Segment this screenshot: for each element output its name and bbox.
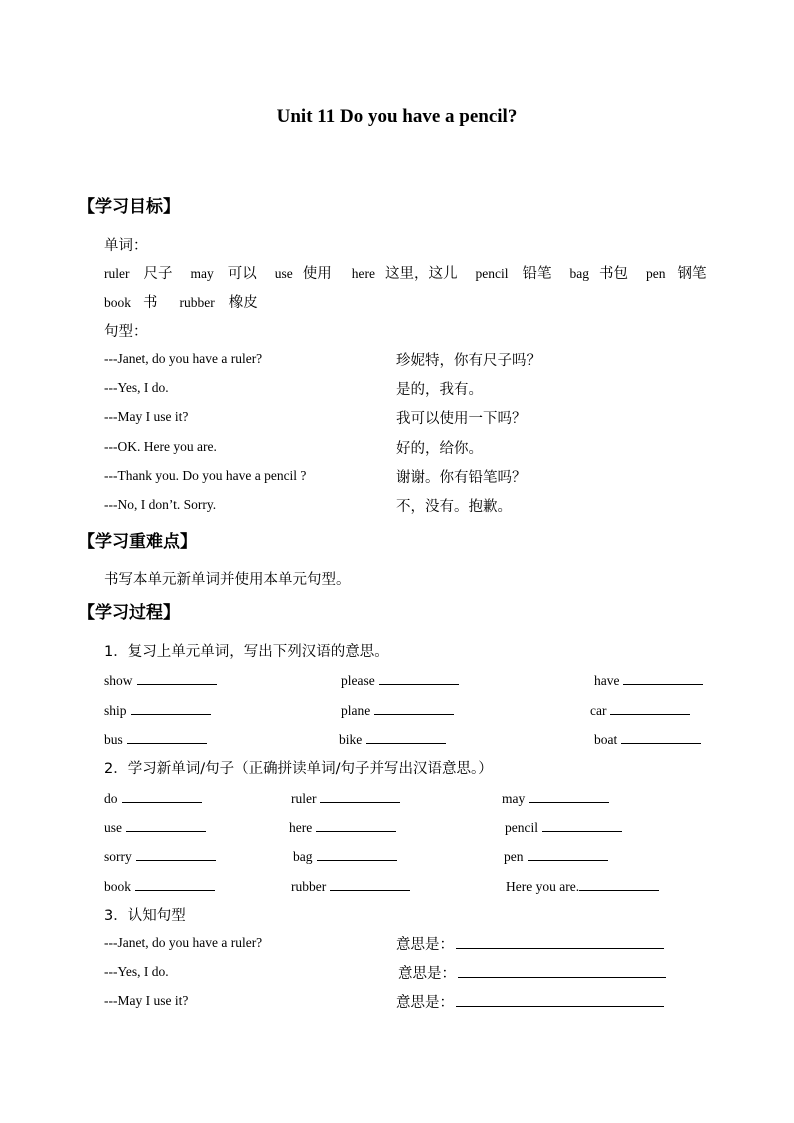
q3-sentence: ---Janet, do you have a ruler?	[104, 935, 263, 950]
word-en: book	[104, 295, 131, 310]
word-cn: 书	[143, 295, 158, 311]
q2-word: bag	[293, 849, 313, 864]
q2-item	[104, 878, 215, 895]
sentence-en: ---OK. Here you are.	[104, 439, 217, 454]
word-en: may	[190, 266, 214, 281]
q2-word: book	[104, 879, 131, 894]
q2-item	[291, 878, 410, 895]
q1-item	[590, 702, 690, 719]
sentence-cn: 我可以使用一下吗？	[396, 411, 527, 427]
q3-meaning	[398, 962, 666, 983]
answer-blank[interactable]	[579, 878, 659, 891]
words-label: 单词：	[104, 238, 148, 254]
words-line-1	[104, 262, 706, 283]
word-en: pen	[645, 266, 666, 281]
answer-blank[interactable]	[126, 819, 206, 832]
word-cn: 尺子	[143, 266, 173, 282]
q2-title: 2．学习新单词/句子（正确拼读单词/句子并写出汉语意思。）	[104, 761, 493, 777]
sentence-en: ---Yes, I do.	[104, 380, 169, 395]
q1-item	[341, 702, 454, 719]
q1-item	[341, 672, 459, 689]
word-cn: 可以	[227, 266, 257, 282]
q1-item	[339, 731, 446, 748]
answer-blank[interactable]	[458, 965, 666, 978]
q2-word: ruler	[291, 791, 317, 806]
answer-blank[interactable]	[623, 672, 703, 685]
q1-word: bike	[339, 732, 363, 747]
answer-blank[interactable]	[137, 672, 217, 685]
q2-item	[104, 848, 216, 865]
sentence-en: ---May I use it?	[104, 409, 189, 424]
q2-word: here	[289, 820, 313, 835]
answer-blank[interactable]	[374, 702, 454, 715]
answer-blank[interactable]	[316, 819, 396, 832]
answer-blank[interactable]	[317, 848, 397, 861]
answer-blank[interactable]	[320, 790, 400, 803]
word-en: rubber	[179, 295, 215, 310]
q3-meaning	[396, 933, 664, 954]
sentence-cn: 是的，我有。	[396, 382, 483, 398]
word-en: bag	[569, 266, 589, 281]
q2-item	[506, 878, 659, 895]
answer-blank[interactable]	[379, 672, 459, 685]
sentence-cn: 谢谢。你有铅笔吗？	[396, 470, 527, 486]
q1-title: 1．复习上单元单词，写出下列汉语的意思。	[104, 644, 389, 660]
q2-word: do	[104, 791, 118, 806]
q1-item	[594, 731, 701, 748]
q1-item	[104, 702, 211, 719]
answer-blank[interactable]	[621, 731, 701, 744]
goals-heading: 【学习目标】	[78, 197, 180, 217]
answer-blank[interactable]	[366, 731, 446, 744]
q1-item	[594, 672, 703, 689]
answer-blank[interactable]	[456, 936, 664, 949]
q3-title: 3．认知句型	[104, 908, 186, 924]
word-en: ruler	[104, 266, 130, 281]
q2-item	[505, 819, 622, 836]
key-points-text: 书写本单元新单词并使用本单元句型。	[104, 572, 351, 588]
q2-word: may	[502, 791, 526, 806]
q2-item	[289, 819, 396, 836]
q2-item	[104, 790, 202, 807]
q2-item	[291, 790, 400, 807]
key-points-heading: 【学习重难点】	[78, 532, 197, 552]
q2-word: sorry	[104, 849, 132, 864]
q1-word: bus	[104, 732, 123, 747]
meaning-label: 意思是：	[398, 966, 456, 982]
word-cn: 书包	[598, 266, 628, 282]
q1-word: ship	[104, 703, 127, 718]
q2-word: use	[104, 820, 122, 835]
meaning-label: 意思是：	[396, 995, 454, 1011]
answer-blank[interactable]	[122, 790, 202, 803]
sentence-cn: 好的，给你。	[396, 441, 483, 457]
q3-sentence: ---May I use it?	[104, 993, 189, 1008]
page-title: Unit 11 Do you have a pencil?	[276, 106, 518, 127]
q2-word: pencil	[505, 820, 538, 835]
word-cn: 使用	[302, 266, 332, 282]
word-en: use	[274, 266, 293, 281]
q2-word: pen	[504, 849, 524, 864]
sentence-cn: 珍妮特，你有尺子吗？	[396, 353, 541, 369]
q1-word: car	[590, 703, 607, 718]
answer-blank[interactable]	[135, 878, 215, 891]
words-line-2	[104, 291, 258, 312]
sentence-en: ---No, I don’t. Sorry.	[104, 497, 217, 512]
meaning-label: 意思是：	[396, 937, 454, 953]
word-cn: 橡皮	[228, 295, 258, 311]
q1-word: show	[104, 673, 133, 688]
answer-blank[interactable]	[330, 878, 410, 891]
word-en: pencil	[475, 266, 509, 281]
q1-word: boat	[594, 732, 618, 747]
q2-item	[502, 790, 609, 807]
process-heading: 【学习过程】	[78, 603, 180, 623]
q2-item	[104, 819, 206, 836]
q2-item	[504, 848, 608, 865]
sentence-en: ---Janet, do you have a ruler?	[104, 351, 263, 366]
word-en: here	[351, 266, 375, 281]
q2-item	[293, 848, 397, 865]
q3-sentence: ---Yes, I do.	[104, 964, 169, 979]
q2-word: rubber	[291, 879, 327, 894]
q1-word: have	[594, 673, 620, 688]
answer-blank[interactable]	[528, 848, 608, 861]
answer-blank[interactable]	[542, 819, 622, 832]
sentence-en: ---Thank you. Do you have a pencil ?	[104, 468, 307, 483]
answer-blank[interactable]	[127, 731, 207, 744]
word-cn: 这里，这儿	[384, 266, 458, 282]
q2-word: Here you are.	[506, 879, 580, 894]
answer-blank[interactable]	[610, 702, 690, 715]
sentences-label: 句型：	[104, 324, 148, 340]
answer-blank[interactable]	[529, 790, 609, 803]
sentence-cn: 不，没有。抱歉。	[396, 499, 512, 515]
q1-word: please	[341, 673, 375, 688]
answer-blank[interactable]	[136, 848, 216, 861]
q1-item	[104, 672, 217, 689]
answer-blank[interactable]	[456, 994, 664, 1007]
word-cn: 钢笔	[677, 266, 707, 282]
q1-item	[104, 731, 207, 748]
answer-blank[interactable]	[131, 702, 211, 715]
q1-word: plane	[341, 703, 371, 718]
q3-meaning	[396, 991, 664, 1012]
word-cn: 铅笔	[522, 266, 552, 282]
